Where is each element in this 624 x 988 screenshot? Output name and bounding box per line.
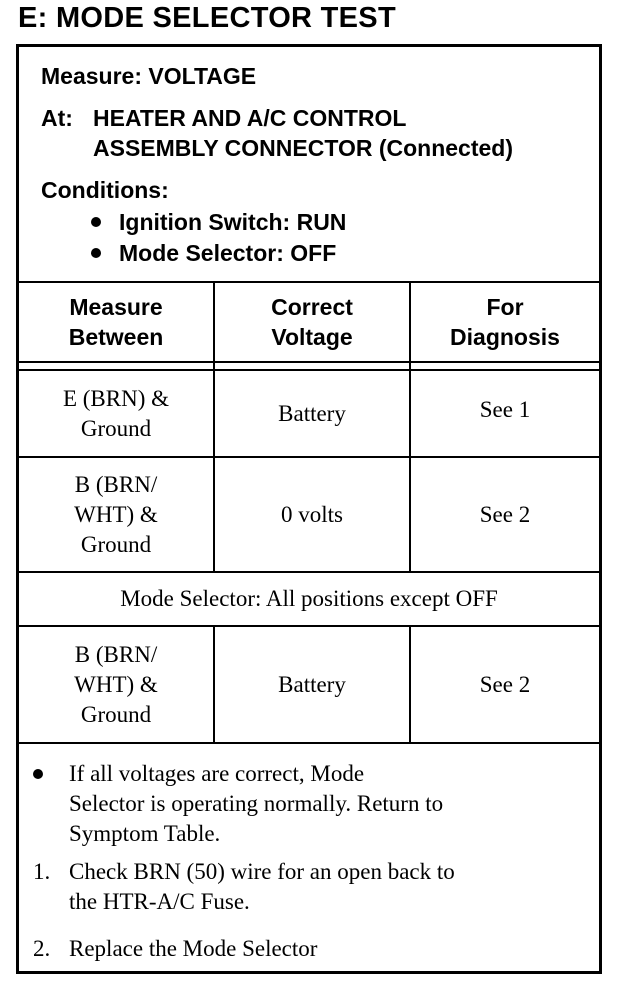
header-line: For bbox=[486, 294, 524, 320]
cell-line: WHT) & bbox=[74, 671, 158, 697]
note-line: Check BRN (50) wire for an open back to bbox=[69, 859, 455, 884]
table-cell-between bbox=[19, 371, 213, 456]
header-line: Diagnosis bbox=[450, 324, 560, 350]
table-cell-voltage bbox=[215, 458, 409, 571]
table-cell-between bbox=[19, 627, 213, 742]
table-cell-diagnosis bbox=[411, 367, 599, 452]
condition-text: Mode Selector: OFF bbox=[119, 240, 337, 266]
note-number: 2. bbox=[33, 936, 51, 961]
page-title: E: MODE SELECTOR TEST bbox=[18, 2, 396, 34]
divider bbox=[19, 361, 599, 363]
note-line: Selector is operating normally. Return to bbox=[69, 791, 444, 816]
cell-line: Battery bbox=[278, 671, 346, 697]
note-item-2 bbox=[33, 934, 317, 964]
table-cell-between bbox=[19, 458, 213, 571]
table-cell-diagnosis bbox=[411, 458, 599, 571]
column-header-for-diagnosis bbox=[411, 283, 599, 361]
cell-line: B (BRN/ bbox=[74, 641, 158, 667]
note-item-1 bbox=[33, 857, 455, 917]
conditions-label: Conditions: bbox=[41, 177, 169, 203]
cell-line: See 2 bbox=[479, 501, 531, 527]
at-label: At: bbox=[41, 105, 73, 131]
cell-line: See 1 bbox=[479, 396, 531, 422]
column-header-correct-voltage bbox=[215, 283, 409, 361]
header-line: Between bbox=[68, 324, 164, 350]
cell-line: Battery bbox=[278, 400, 346, 426]
note-line: If all voltages are correct, Mode bbox=[69, 761, 365, 786]
cell-line: 0 volts bbox=[281, 501, 343, 527]
header-line: Measure bbox=[69, 294, 163, 320]
table-cell-diagnosis bbox=[411, 627, 599, 742]
header-line: Voltage bbox=[271, 324, 353, 350]
table-cell-voltage bbox=[215, 627, 409, 742]
header-line: Correct bbox=[271, 294, 353, 320]
column-header-measure-between bbox=[19, 283, 213, 361]
cell-line: See 2 bbox=[479, 671, 531, 697]
bullet-icon bbox=[91, 248, 101, 258]
note-line: the HTR-A/C Fuse. bbox=[69, 889, 250, 914]
at-location-line-1: HEATER AND A/C CONTROL bbox=[93, 105, 407, 131]
condition-item bbox=[91, 209, 346, 236]
at-location-line-2: ASSEMBLY CONNECTOR (Connected) bbox=[93, 135, 514, 161]
section-label-text: Mode Selector: All positions except OFF bbox=[120, 586, 498, 611]
note-bullet bbox=[33, 759, 443, 849]
section-label bbox=[19, 573, 599, 625]
cell-line: Ground bbox=[80, 415, 152, 441]
note-number: 1. bbox=[33, 859, 51, 884]
cell-line: Ground bbox=[80, 701, 152, 727]
cell-line: B (BRN/ bbox=[74, 471, 158, 497]
condition-text: Ignition Switch: RUN bbox=[119, 209, 347, 235]
bullet-icon bbox=[91, 217, 101, 227]
measure-label: Measure: VOLTAGE bbox=[41, 63, 257, 89]
note-line: Replace the Mode Selector bbox=[69, 936, 318, 961]
bullet-icon bbox=[33, 769, 43, 779]
divider bbox=[19, 742, 599, 744]
condition-item bbox=[91, 240, 336, 267]
cell-line: WHT) & bbox=[74, 501, 158, 527]
cell-line: Ground bbox=[80, 531, 152, 557]
note-line: Symptom Table. bbox=[69, 821, 221, 846]
table-cell-voltage bbox=[215, 371, 409, 456]
test-frame bbox=[16, 44, 602, 974]
cell-line: E (BRN) & bbox=[62, 385, 170, 411]
